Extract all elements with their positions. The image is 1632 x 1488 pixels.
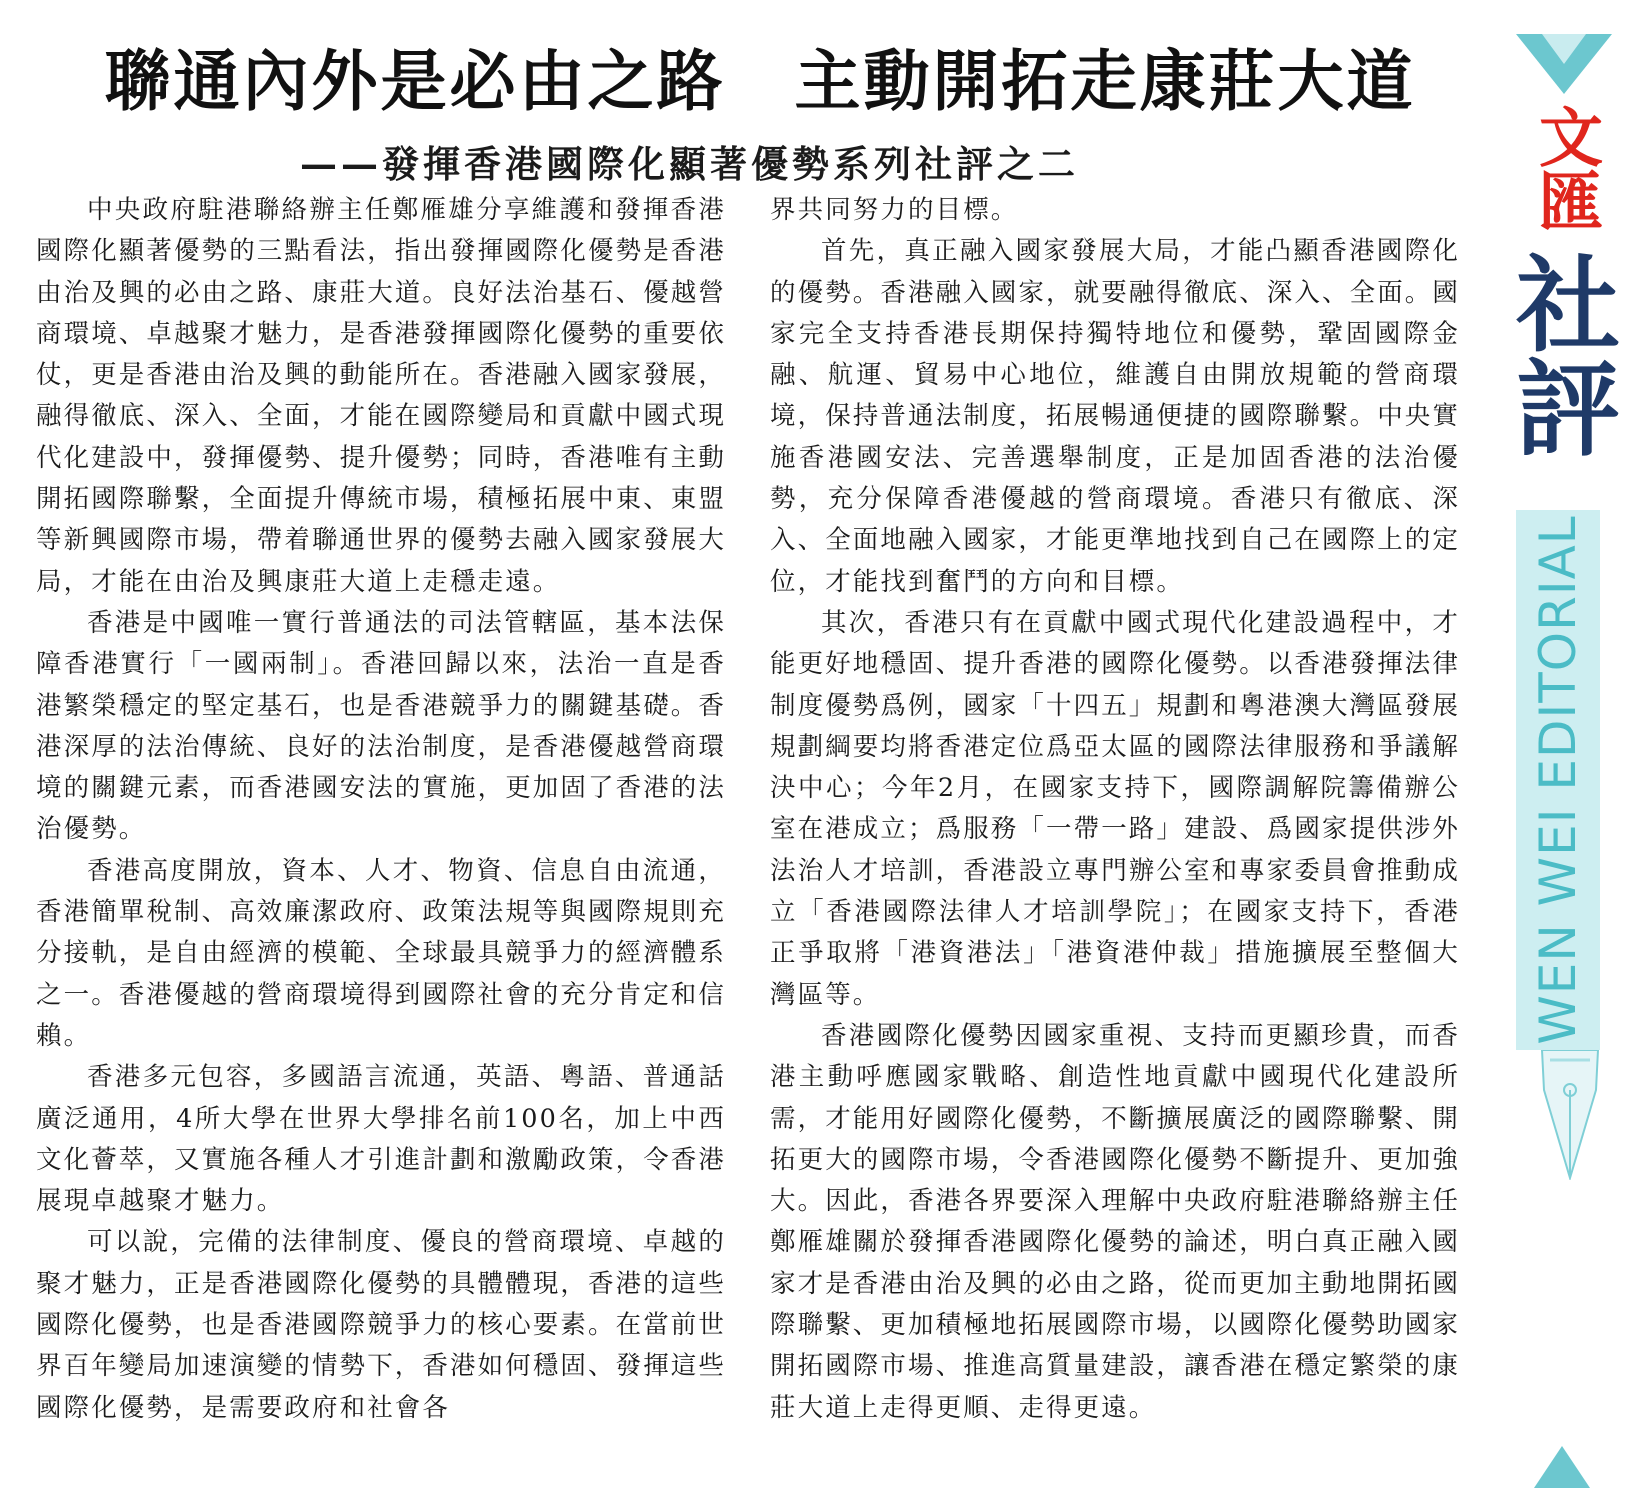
- brand-logo: 文匯: [1528, 104, 1602, 232]
- section-title: 社評: [1498, 250, 1620, 458]
- paragraph: 首先，真正融入國家發展大局，才能凸顯香港國際化的優勢。香港融入國家，就要融得徹底、深入、全面。國家完全支持香港長期保持獨特地位和優勢，鞏固國際金融、航運、貿易中心地位，維護自由開放規範的營商環境，保持普通法制度，拓展暢通便捷的國際聯繫。中央實施香港國安法、完善選舉制度，正是加固香港的法治優勢，充分保障香港優越的營商環境。香港只有徹底、深入、全面地融入國家，才能更準地找到自己在國際上的定位，才能找到奮鬥的方向和目標。: [770, 236, 1461, 597]
- paragraph: 其次，香港只有在貢獻中國式現代化建設過程中，才能更好地穩固、提升香港的國際化優勢。以香港發揮法律制度優勢爲例，國家「十四五」規劃和粵港澳大灣區發展規劃綱要均將香港定位爲亞太區的國際法律服務和爭議解決中心；今年2月，在國家支持下，國際調解院籌備辦公室在港成立；爲服務「一帶一路」建設、爲國家提供涉外法治人才培訓，香港設立專門辦公室和專家委員會推動成立「香港國際法律人才培訓學院」；在國家支持下，香港正爭取將「港資港法」「港資港仲裁」措施擴展至整個大灣區等。: [770, 607, 1461, 1010]
- paragraph-continuation: 界共同努力的目標。: [770, 195, 1019, 225]
- paragraph: 香港高度開放，資本、人才、物資、信息自由流通，香港簡單稅制、高效廉潔政府、政策法規等與國際規則充分接軌，是自由經濟的模範、全球最具競爭力的經濟體系之一。香港優越的營商環境得到國際社會的充分肯定和信賴。: [36, 855, 727, 1051]
- left-column: [36, 190, 726, 1429]
- english-title: WEN WEI EDITORIAL: [1529, 515, 1587, 1045]
- masthead: [1500, 0, 1632, 1488]
- triangle-ornament-bottom: [1534, 1446, 1590, 1488]
- paragraph: 香港多元包容，多國語言流通，英語、粵語、普通話廣泛通用，4所大學在世界大學排名前100名，加上中西文化薈萃，又實施各種人才引進計劃和激勵政策，令香港展現卓越聚才魅力。: [36, 1062, 727, 1217]
- headline: 聯通內外是必由之路 主動開拓走康莊大道: [104, 43, 1416, 120]
- right-column: [770, 190, 1460, 1429]
- pen-nib-icon: [1540, 1050, 1600, 1180]
- subheadline: ——發揮香港國際化顯著優勢系列社評之二: [300, 142, 1079, 186]
- paragraph: 可以說，完備的法律制度、優良的營商環境、卓越的聚才魅力，正是香港國際化優勢的具體體現，香港的這些國際化優勢，也是香港國際競爭力的核心要素。在當前世界百年變局加速演變的情勢下，香港如何穩固、發揮這些國際化優勢，是需要政府和社會各: [36, 1227, 727, 1423]
- paragraph: 香港國際化優勢因國家重視、支持而更顯珍貴，而香港主動呼應國家戰略、創造性地貢獻中國現代化建設所需，才能用好國際化優勢，不斷擴展廣泛的國際聯繫、開拓更大的國際市場，令香港國際化優勢不斷提升、更加強大。因此，香港各界要深入理解中央政府駐港聯絡辦主任鄭雁雄關於發揮香港國際化優勢的論述，明白真正融入國家才是香港由治及興的必由之路，從而更加主動地開拓國際聯繫、更加積極地拓展國際市場，以國際化優勢助國家開拓國際市場、推進高質量建設，讓香港在穩定繁榮的康莊大道上走得更順、走得更遠。: [770, 1020, 1461, 1423]
- paragraph: 香港是中國唯一實行普通法的司法管轄區，基本法保障香港實行「一國兩制」。香港回歸以來，法治一直是香港繁榮穩定的堅定基石，也是香港競爭力的關鍵基礎。香港深厚的法治傳統、良好的法治制度，是香港優越營商環境的關鍵元素，而香港國安法的實施，更加固了香港的法治優勢。: [36, 607, 727, 845]
- triangle-ornament-inner: [1542, 34, 1586, 64]
- paragraph: 中央政府駐港聯絡辦主任鄭雁雄分享維護和發揮香港國際化顯著優勢的三點看法，指出發揮國際化優勢是香港由治及興的必由之路、康莊大道。良好法治基石、優越營商環境、卓越聚才魅力，是香港發揮國際化優勢的重要依仗，更是香港由治及興的動能所在。香港融入國家發展，融得徹底、深入、全面，才能在國際變局和貢獻中國式現代化建設中，發揮優勢、提升優勢；同時，香港唯有主動開拓國際聯繫，全面提升傳統市場，積極拓展中東、東盟等新興國際市場，帶着聯通世界的優勢去融入國家發展大局，才能在由治及興康莊大道上走穩走遠。: [36, 195, 727, 597]
